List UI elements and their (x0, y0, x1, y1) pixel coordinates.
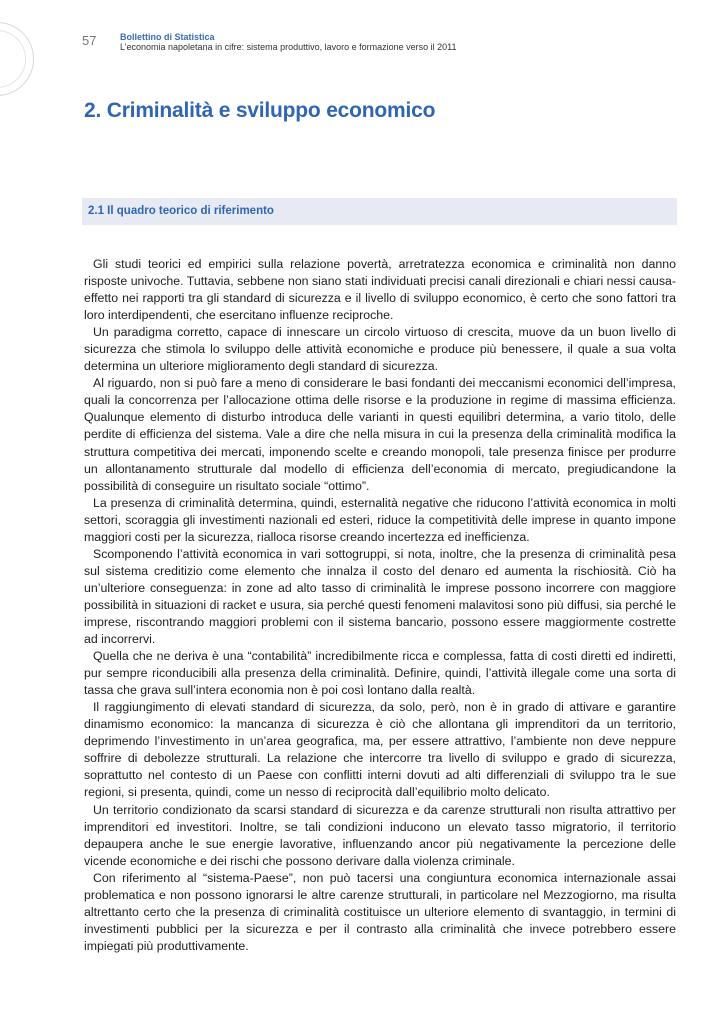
section-heading-bar (82, 198, 677, 225)
publication-subtitle: L’economia napoletana in cifre: sistema produttivo, lavoro e formazione verso il 2011 (120, 42, 457, 52)
paragraph: La presenza di criminalità determina, quindi, esternalità negative che riducono l’attività economica in molti settori, scoraggia gli investimenti nazionali ed esteri, riduce la competitività delle imprese in quanto impone maggiori costi per la sicurezza, rialloca risorse creando incertezza ed inefficienza. (84, 495, 676, 544)
body-text (84, 256, 676, 955)
paragraph: Quella che ne deriva è una “contabilità” incredibilmente ricca e complessa, fatta di costi diretti ed indiretti, pur sempre riconducibili alla presenza della criminalità. Definire, quindi, l’attività illegale come una sorta di tassa che grava sull’intera economia non è poi così lontano dalla realtà. (84, 649, 676, 698)
running-header (120, 32, 457, 52)
institution-seal-icon (0, 22, 34, 96)
paragraph: Scomponendo l’attività economica in vari sottogruppi, si nota, inoltre, che la presenza di criminalità pesa sul sistema creditizio come elemento che innalza il costo del denaro ed aumenta la rischiosità. Ciò ha un’ulteriore conseguenza: in zone ad alto tasso di criminalità le imprese possono incorrere con maggiore possibilità in situazioni di racket e usura, sia perché questi fenomeni malavitosi sono più diffusi, sia perché le imprese, riscontrando maggiori problemi con il sistema bancario, possono essere maggiormente costrette ad incorrervi. (84, 546, 676, 647)
page-number: 57 (82, 33, 97, 48)
paragraph: Gli studi teorici ed empirici sulla relazione povertà, arretratezza economica e criminalità non danno risposte univoche. Tuttavia, sebbene non siano stati individuati precisi canali direzionali e chiari nessi causa-effetto nei rapporti tra gli standard di sicurezza e il livello di sviluppo economico, è certo che sono fattori tra loro interdipendenti, che esercitano influenze reciproche. (84, 257, 676, 323)
paragraph: Un territorio condizionato da scarsi standard di sicurezza e da carenze strutturali non risulta attrattivo per imprenditori ed investitori. Inoltre, se tali condizioni inducono un elevato tasso migratorio, il territorio depaupera anche le sue energie lavorative, influenzando ancor più negativamente la percezione delle vicende economiche e dei rischi che possono derivare dalla violenza criminale. (84, 802, 676, 868)
chapter-title: 2. Criminalità e sviluppo economico (84, 99, 436, 122)
paragraph: Un paradigma corretto, capace di innescare un circolo virtuoso di crescita, muove da un buon livello di sicurezza che stimola lo sviluppo delle attività economiche e produce più benessere, il quale a sua volta determina un ulteriore miglioramento degli standard di sicurezza. (84, 325, 676, 374)
section-title: 2.1 Il quadro teorico di riferimento (88, 205, 274, 217)
paragraph: Con riferimento al “sistema-Paese”, non può tacersi una congiuntura economica internazionale assai problematica e non possono ignorarsi le altre carenze strutturali, in particolare nel Mezzogiorno, ma risulta altrettanto certo che la presenza di criminalità costituisce un ulteriore elemento di svantaggio, in termini di investimenti pubblici per la sicurezza e per il contrasto alla criminalità che invece potrebbero essere impiegati più produttivamente. (84, 870, 676, 953)
publication-series: Bollettino di Statistica (120, 32, 215, 42)
paragraph: Il raggiungimento di elevati standard di sicurezza, da solo, però, non è in grado di attivare e garantire dinamismo economico: la mancanza di sicurezza è ciò che allontana gli imprenditori da un territorio, deprimendo l’investimento in un’area geografica, ma, per essere attrattivo, l’ambiente non deve neppure soffrire di debolezze strutturali. La relazione che intercorre tra livello di sviluppo e grado di sicurezza, soprattutto nel contesto di un Paese con conflitti interni dovuti ad alti differenziali di sviluppo tra le sue regioni, si presenta, quindi, come un nesso di reciprocità dall’equilibrio molto delicato. (84, 700, 676, 800)
paragraph: Al riguardo, non si può fare a meno di considerare le basi fondanti dei meccanismi economici dell’impresa, quali la concorrenza per l’allocazione ottima delle risorse e la produzione in regime di massima efficienza. Qualunque elemento di disturbo introduca delle varianti in questi equilibri determina, a vario titolo, delle perdite di efficienza del sistema. Vale a dire che nella misura in cui la presenza della criminalità modifica la struttura competitiva dei mercati, imponendo scelte e creando monopoli, tale presenza finisce per produrre un allontanamento strutturale dal modello di efficienza dell’economia di mercato, pregiudicandone la possibilità di conseguire un risultato sociale “ottimo”. (84, 376, 676, 493)
